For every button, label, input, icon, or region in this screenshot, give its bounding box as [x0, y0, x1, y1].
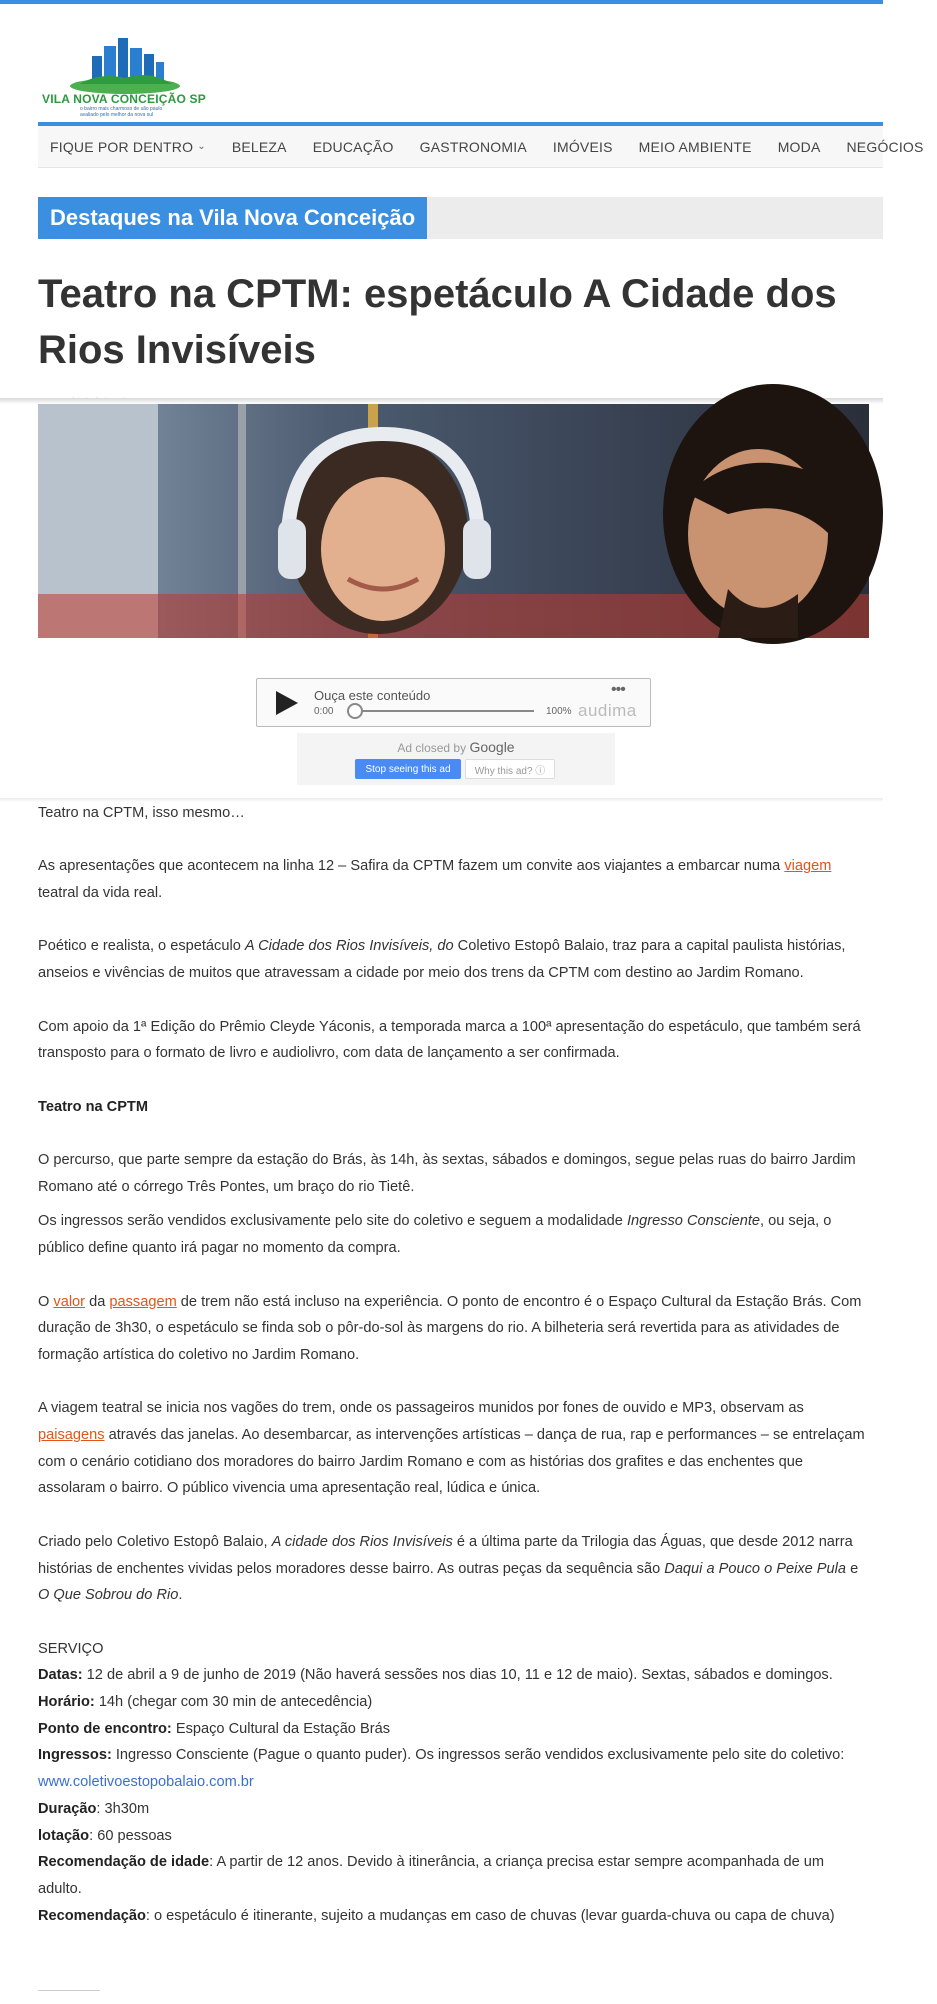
play-icon[interactable]	[273, 690, 299, 716]
site-link[interactable]: www.coletivoestopobalaio.com.br	[38, 1774, 254, 1791]
label: Recomendação de idade	[38, 1854, 210, 1871]
servico-site	[38, 1769, 868, 1796]
italic-text: O Que Sobrou do Rio	[38, 1587, 179, 1604]
servico-rec	[38, 1903, 868, 1930]
value: : 3h30m	[96, 1800, 150, 1817]
nav-item-meio-ambiente[interactable]	[626, 139, 765, 155]
link-valor[interactable]: valor	[53, 1293, 86, 1310]
ad-closed-text	[297, 739, 615, 755]
paragraph	[38, 853, 868, 906]
paragraph: Teatro na CPTM, isso mesmo…	[38, 805, 245, 821]
italic-text: Daqui a Pouco o Peixe Pula	[664, 1560, 847, 1577]
link-paisagens[interactable]: paisagens	[38, 1427, 105, 1444]
label: Ingressos:	[38, 1747, 112, 1764]
text: Poético e realista, o espetáculo	[38, 938, 245, 955]
nav-item-negocios[interactable]	[834, 139, 937, 155]
value: 12 de abril a 9 de junho de 2019 (Não haverá sessões nos dias 10, 11 e 12 de maio). Sextas, sábados e domingos.	[82, 1667, 833, 1684]
text: é a última parte da Trilogia das Águas, que desde 2012 narra histórias de enchentes vividas pelos moradores desse bairro. As outras peças da sequência são	[38, 1533, 853, 1577]
text: Coletivo Estopô Balaio, traz para a capital paulista histórias, anseios e vivências de muitos que atravessam a cidade por meio dos trens da CPTM com destino ao Jardim Romano.	[38, 938, 846, 982]
paragraph	[38, 1289, 868, 1369]
text: .	[178, 1587, 183, 1604]
player-title: Ouça este conteúdo	[314, 688, 431, 703]
section-label[interactable]: Destaques na Vila Nova Conceição	[38, 197, 427, 239]
servico-duracao	[38, 1796, 868, 1823]
chevron-down-icon: ⌄	[197, 141, 206, 152]
article-hero-image	[38, 404, 869, 638]
text: O	[38, 1293, 54, 1310]
text: e	[846, 1560, 859, 1577]
label: Horário:	[38, 1694, 95, 1711]
nav-item-fique-por-dentro[interactable]	[38, 139, 219, 155]
label: Recomendação	[38, 1907, 146, 1924]
text: de trem não está incluso na experiência. O ponto de encontro é o Espaço Cultural da Estação Brás. Com duração de 3h30, o espetáculo se finda sob o pôr-do-sol às margens do rio. A bilheteria será revertida para as atividades de formação artística do coletivo no Jardim Romano.	[38, 1293, 862, 1363]
bottom-divider	[38, 1990, 100, 1991]
servico-ponto	[38, 1716, 868, 1743]
audio-player	[256, 678, 651, 727]
ad-closed-brand: Google	[469, 739, 515, 755]
paragraph: O percurso, que parte sempre da estação do Brás, às 14h, às sextas, sábados e domingos, segue pelas ruas do bairro Jardim Romano até o córrego Três Pontes, um braço do rio Tietê.	[38, 1152, 856, 1195]
servico-ingressos	[38, 1742, 868, 1769]
nav-item-label: NEGÓCIOS	[846, 138, 924, 155]
ad-closed-prefix: Ad closed by	[397, 741, 467, 755]
paragraph: Com apoio da 1ª Edição do Prêmio Cleyde Yáconis, a temporada marca a 100ª apresentação do espetáculo, que também será transposto para o formato de livro e audiolivro, com data de lançamento a ser confirmada.	[38, 1018, 861, 1062]
label: Datas:	[38, 1667, 83, 1684]
value: Ingresso Consciente (Pague o quanto puder). Os ingressos serão vendidos exclusivamente pelo site do coletivo:	[111, 1747, 845, 1764]
label: lotação	[38, 1827, 90, 1844]
nav-item-gastronomia[interactable]	[407, 139, 540, 155]
paragraph	[38, 1395, 868, 1502]
nav-item-beleza[interactable]	[219, 139, 300, 155]
value: : A partir de 12 anos. Devido à itinerância, a criança precisa estar sempre acompanhada de um adulto.	[38, 1854, 825, 1897]
text: teatral da vida real.	[38, 885, 163, 902]
servico-lotacao	[38, 1823, 868, 1850]
text: , ou seja, o público define quanto irá pagar no momento da compra.	[38, 1213, 832, 1257]
nav-item-label: IMÓVEIS	[552, 138, 613, 155]
text: Os ingressos serão vendidos exclusivamente pelo site do coletivo e seguem a modalidade	[38, 1213, 627, 1230]
top-accent-bar	[0, 0, 883, 4]
value: : o espetáculo é itinerante, sujeito a mudanças em caso de chuvas (levar guarda-chuva ou capa de chuva)	[145, 1907, 835, 1924]
logo-tagline: o bairro mais charmoso de são paulo	[80, 106, 163, 112]
nav-item-imoveis[interactable]	[540, 139, 626, 155]
main-navigation	[38, 122, 924, 168]
nav-item-label: MODA	[777, 138, 821, 155]
italic-text: A Cidade dos Rios Invisíveis, do	[244, 938, 454, 955]
text: As apresentações que acontecem na linha 12 – Safira da CPTM fazem um convite aos viajantes a embarcar numa	[38, 858, 785, 875]
player-progress-track[interactable]	[354, 710, 534, 712]
logo-tagline-2: avaliado pelo melhor da nova sul	[80, 112, 154, 118]
logo-text: VILA NOVA CONCEIÇÃO SP	[42, 92, 206, 106]
subheading: Teatro na CPTM	[38, 1098, 149, 1115]
text: Criado pelo Coletivo Estopô Balaio,	[38, 1533, 272, 1550]
article-title: Teatro na CPTM: espetáculo A Cidade dos Rios Invisíveis	[38, 272, 837, 372]
nav-item-educacao[interactable]	[300, 139, 407, 155]
more-options-icon[interactable]: •••	[611, 681, 625, 698]
label: Ponto de encontro:	[38, 1720, 172, 1737]
stop-seeing-ad-button[interactable]: Stop seeing this ad	[355, 759, 461, 779]
text: da	[85, 1293, 110, 1310]
servico-heading: SERVIÇO	[38, 1640, 104, 1657]
value: 14h (chegar com 30 min de antecedência)	[94, 1694, 373, 1711]
servico-datas	[38, 1662, 868, 1689]
servico-rec-idade	[38, 1849, 868, 1902]
nav-item-label: BELEZA	[231, 138, 287, 155]
text: através das janelas. Ao desembarcar, as intervenções artísticas – dança de rua, rap e performances – se entrelaçam com o cenário cotidiano dos moradores do bairro Jardim Romano e com as histórias dos grafites e das enchentes que assolaram o bairro. O público vivencia uma apresentação real, lúdica e única.	[38, 1427, 865, 1497]
paragraph	[38, 1208, 868, 1261]
player-progress-knob[interactable]	[347, 703, 363, 719]
italic-text: Ingresso Consciente	[626, 1213, 760, 1230]
why-this-ad-button[interactable]: Why this ad? ⓘ	[465, 759, 555, 779]
servico-horario	[38, 1689, 868, 1716]
nav-item-label: GASTRONOMIA	[419, 138, 527, 155]
nav-item-moda[interactable]	[765, 139, 834, 155]
closed-ad	[297, 733, 615, 785]
value: : 60 pessoas	[89, 1827, 172, 1844]
player-brand[interactable]: audima	[578, 701, 637, 720]
nav-item-label: EDUCAÇÃO	[312, 138, 394, 155]
city-skyline-icon	[40, 34, 215, 94]
article-body	[38, 800, 868, 1929]
nav-item-label: MEIO AMBIENTE	[638, 138, 752, 155]
paragraph	[38, 933, 868, 986]
player-volume: 100%	[546, 706, 572, 717]
player-time: 0:00	[314, 706, 334, 717]
label: Duração	[38, 1800, 97, 1817]
text: A viagem teatral se inicia nos vagões do trem, onde os passageiros munidos por fones de ouvido e MP3, observam as	[38, 1400, 804, 1417]
italic-text: A cidade dos Rios Invisíveis	[271, 1533, 453, 1550]
paragraph	[38, 1529, 868, 1609]
value: Espaço Cultural da Estação Brás	[171, 1720, 390, 1737]
nav-item-label: FIQUE POR DENTRO	[50, 138, 194, 155]
link-passagem[interactable]: passagem	[109, 1293, 177, 1310]
link-viagem[interactable]: viagem	[784, 858, 832, 875]
